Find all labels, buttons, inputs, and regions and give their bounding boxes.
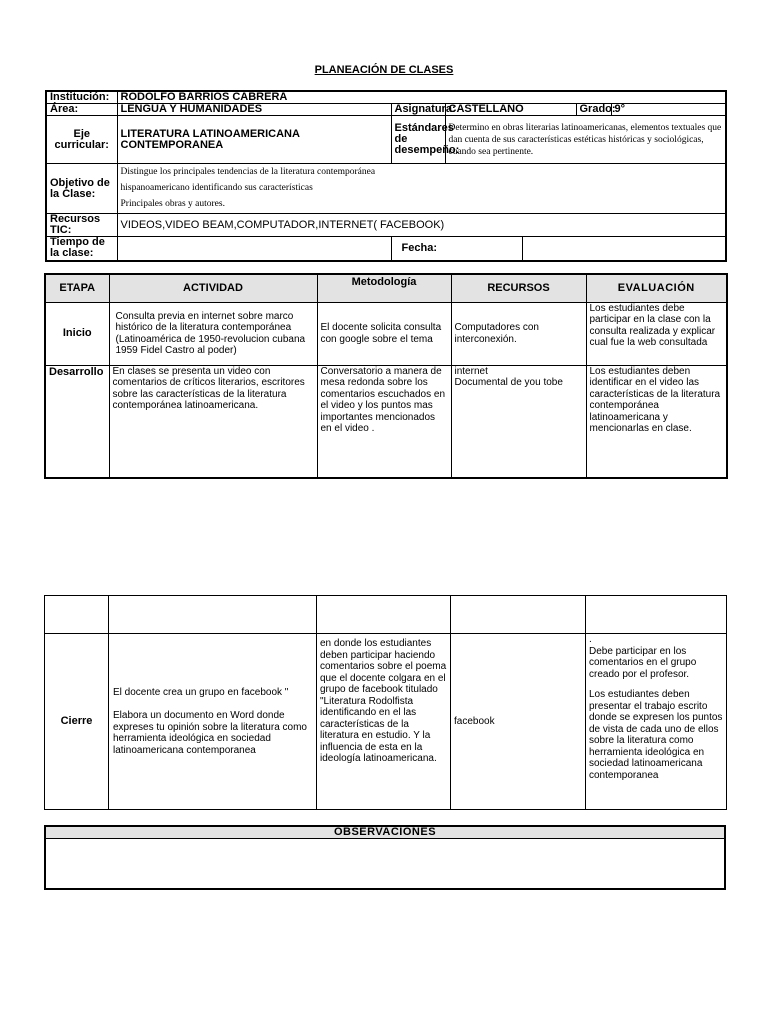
empty-row xyxy=(45,596,727,634)
objetivo-line-3: Principales obras y autores. xyxy=(120,199,225,209)
table-row xyxy=(45,302,727,365)
institucion-label: Institución: xyxy=(46,91,117,104)
objetivo-line-1: Distingue los principales tendencias de la literatura contemporánea xyxy=(120,167,376,177)
empty-cell xyxy=(522,237,726,261)
recursos-inicio: Computadores con interconexión. xyxy=(451,302,586,365)
empty-cell xyxy=(586,596,727,634)
evaluacion-desarrollo: Los estudiantes deben identificar en el video las características de la literatura contemporánea latinoamericana y mencionarlas en clase. xyxy=(586,365,727,478)
metodologia-desarrollo: Conversatorio a manera de mesa redonda sobre los comentarios escuchados en el video y los puntos mas importantes mencionados en el video . xyxy=(317,365,451,478)
asignatura-value: CASTELLANO xyxy=(445,104,576,116)
empty-cell xyxy=(45,596,109,634)
header-table xyxy=(45,90,727,262)
document-title: PLANEACIÓN DE CLASES xyxy=(314,64,454,76)
objetivo-value xyxy=(117,164,726,214)
header-metodologia: Metodología xyxy=(317,274,451,302)
objetivo-label: Objetivo de la Clase: xyxy=(46,164,117,214)
recursos-tic-value: VIDEOS,VIDEO BEAM,COMPUTADOR,INTERNET( FACEBOOK) xyxy=(117,214,726,237)
tiempo-value xyxy=(117,237,391,261)
evaluacion-cierre xyxy=(586,634,727,810)
tiempo-label: Tiempo de la clase: xyxy=(46,237,117,261)
actividad-desarrollo: En clases se presenta un video con comentarios de críticos literarios, escritores sobre las características de la literatura contemporánea latinoamericana. xyxy=(109,365,317,478)
area-value: LENGUA Y HUMANIDADES xyxy=(117,104,391,116)
empty-cell xyxy=(451,596,586,634)
eje-value: LITERATURA LATINOAMERICANA CONTEMPORANEA xyxy=(117,116,391,164)
header-etapa: ETAPA xyxy=(45,274,109,302)
table-row xyxy=(45,365,727,478)
institucion-value: RODOLFO BARRIOS CABRERA xyxy=(117,91,726,104)
actividad-cierre-p2: Elabora un documento en Word donde expreses tu opinión sobre la literatura como herramienta ideológica en sociedad latinoamericana contemporanea xyxy=(113,710,307,756)
evaluacion-cierre-p0: . xyxy=(589,634,592,645)
table-row xyxy=(45,634,727,810)
recursos-cierre: facebook xyxy=(451,634,586,810)
etapa-inicio: Inicio xyxy=(45,302,109,365)
plan-table xyxy=(44,273,728,479)
recursos-desarrollo-line-1: internet xyxy=(454,365,488,377)
estandares-label: Estándares de desempeño: xyxy=(391,116,445,164)
grado-value: 9° xyxy=(611,104,726,116)
header-recursos: RECURSOS xyxy=(451,274,586,302)
observaciones-label: OBSERVACIONES xyxy=(45,826,725,839)
actividad-cierre xyxy=(109,634,317,810)
recursos-desarrollo-line-2: Documental de you tobe xyxy=(454,377,563,388)
metodologia-inicio: El docente solicita consulta con google sobre el tema xyxy=(317,302,451,365)
actividad-inicio: Consulta previa en internet sobre marco histórico de la literatura contemporánea (Latinoamérica de 1950-revolucion cubana 1959 Fidel Castro al poder) xyxy=(109,302,317,365)
metodologia-cierre: en donde los estudiantes deben participar haciendo comentarios sobre el poema que el docente colgara en el grupo de facebook titulado "Literatura Rodolfista identificando en el las características de la literatura en estudio. Y la influencia de esta en la ideología latinoamericana. xyxy=(317,634,451,810)
evaluacion-cierre-p2: Los estudiantes deben presentar el trabajo escrito donde se expresen los puntos de vista de cada uno de ellos sobre la literatura como herramienta ideológica en sociedad latinoamericana contemporanea xyxy=(589,689,723,781)
recursos-tic-label: Recursos TIC: xyxy=(46,214,117,237)
header-actividad: ACTIVIDAD xyxy=(109,274,317,302)
observaciones-text xyxy=(45,839,725,889)
empty-cell xyxy=(317,596,451,634)
evaluacion-inicio: Los estudiantes debe participar en la clase con la consulta realizada y explicar cual fue la web consultada xyxy=(586,302,727,365)
actividad-cierre-p1: El docente crea un grupo en facebook " xyxy=(113,686,289,698)
header-evaluacion: EVALUACIÓN xyxy=(586,274,727,302)
evaluacion-cierre-p1: Debe participar en los comentarios en el grupo creado por el profesor. xyxy=(589,645,697,680)
recursos-desarrollo xyxy=(451,365,586,478)
area-label: Área: xyxy=(46,104,117,116)
grado-label: Grado: xyxy=(576,104,611,116)
etapa-desarrollo: Desarrollo xyxy=(45,365,109,478)
empty-cell xyxy=(109,596,317,634)
objetivo-line-2: hispanoamericano identificando sus características xyxy=(120,183,313,193)
observaciones-table xyxy=(44,825,726,890)
cierre-table xyxy=(44,595,727,810)
fecha-value xyxy=(445,237,522,261)
estandares-value: Determino en obras literarias latinoamericanas, elementos textuales que dan cuenta de sus características estéticas históricas y sociológicas, cuando sea pertinente. xyxy=(445,116,726,164)
eje-label: Eje curricular: xyxy=(46,116,117,164)
etapa-cierre: Cierre xyxy=(45,634,109,810)
fecha-label: Fecha: xyxy=(391,237,445,261)
asignatura-label: Asignatura: xyxy=(391,104,445,116)
